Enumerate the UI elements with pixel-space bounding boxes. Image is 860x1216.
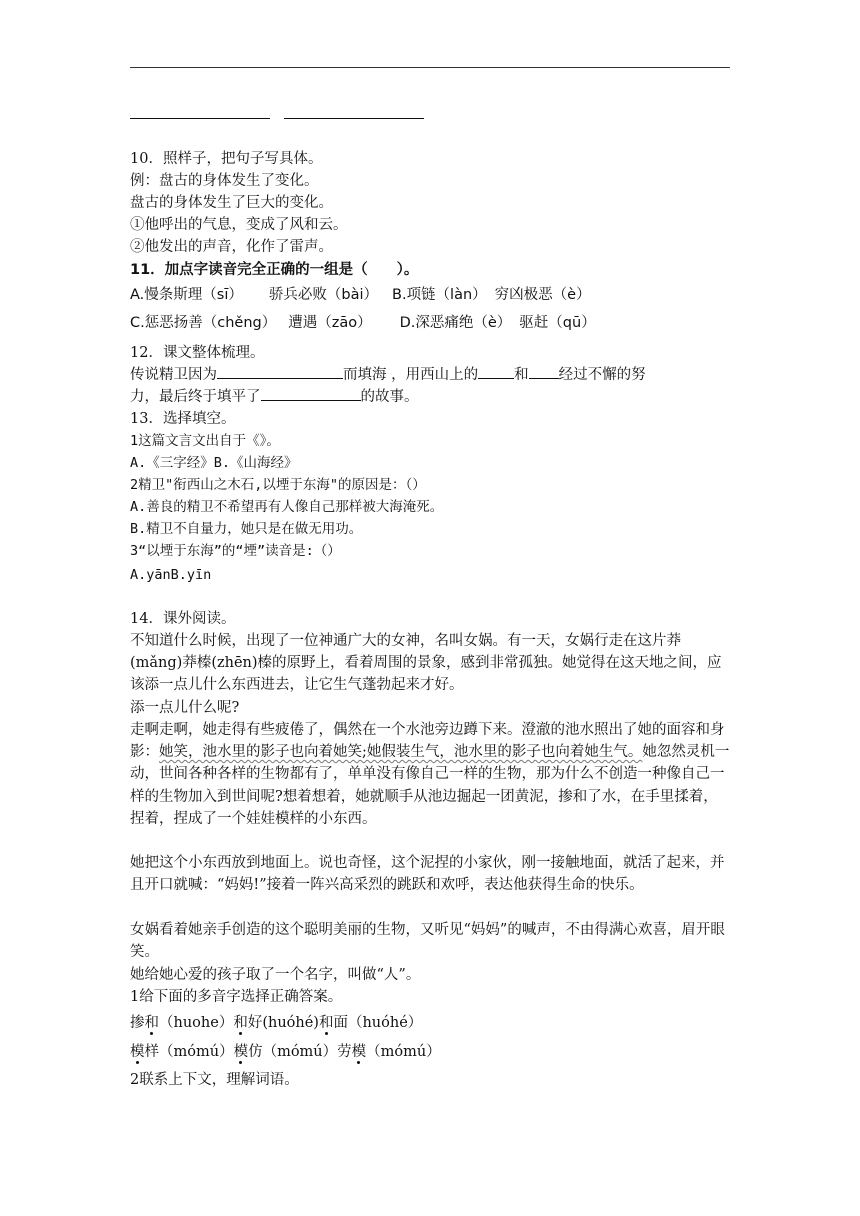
option-c-item-1: 惩恶扬善（chěng） bbox=[144, 315, 277, 331]
option-b-item-2: 穷凶极恶（è） bbox=[494, 287, 591, 303]
q13-sub-1: 1这篇文言文出自于《》。 bbox=[130, 433, 280, 449]
q11-row-cd bbox=[130, 312, 596, 334]
q12-text: 而填海 ，用西山上的 bbox=[343, 367, 479, 383]
option-b-item-1: 项链（làn） bbox=[406, 287, 487, 303]
polyphone-text: 掺 bbox=[130, 1015, 145, 1031]
q14-sub-1: 1给下面的多音字选择正确答案。 bbox=[130, 989, 343, 1005]
q12-text: 的故事。 bbox=[360, 389, 419, 405]
passage-paragraph: 添一点儿什么呢? bbox=[130, 700, 240, 716]
option-a-item-1: 慢条斯理（sī） bbox=[144, 287, 243, 303]
dotted-character: 和 bbox=[144, 1015, 159, 1031]
q10-example: 例：盘古的身体发生了变化。 bbox=[130, 173, 319, 189]
q11-title: 11．加点字读音完全正确的一组是（ ）。 bbox=[130, 262, 419, 278]
polyphone-row-1 bbox=[130, 1012, 422, 1034]
passage-text: 她忽然灵机一动，世间各种各样的生物都有了，单单没有像自己一样的生物，那为什么不创造一种像自己一样的生物加入到世间呢?想着想着，她就顺手从池边掘起一团黄泥，掺和了水，在手里揉着，捏着，捏成了一个娃娃模样的小东西。 bbox=[130, 744, 730, 827]
fill-blank[interactable] bbox=[478, 364, 514, 379]
polyphone-options: 面（huóhé） bbox=[333, 1015, 423, 1031]
answer-blank bbox=[130, 118, 270, 119]
q10-title: 10．照样子，把句子写具体。 bbox=[130, 151, 323, 167]
option-a-item-2: 骄兵必败（bài） bbox=[268, 287, 378, 303]
q12-text: 传说精卫因为 bbox=[130, 367, 217, 383]
q12-line-1 bbox=[130, 364, 646, 386]
q12-text: 力，最后终于填平了 bbox=[130, 389, 261, 405]
wavy-underlined-text: 她笑，池水里的影子也向着她笑;她假装生气，池水里的影子也向着她生气。 bbox=[159, 744, 643, 761]
passage-paragraph: 不知道什么时候，出现了一位神通广大的女神，名叫女娲。有一天，女娲行走在这片莽(mǎng)莽榛(zhēn)榛的原野上，看着周围的景象，感到非常孤独。她觉得在这天地之间，应该添一点儿什么东西进去，让它生气蓬勃起来才好。 bbox=[130, 633, 722, 694]
fill-blank[interactable] bbox=[261, 386, 361, 401]
answer-blank bbox=[284, 118, 424, 119]
option-b-label: B. bbox=[392, 287, 407, 303]
dotted-character: 和 bbox=[318, 1015, 334, 1031]
q13-sub-1-options: A.《三字经》B.《山海经》 bbox=[130, 455, 298, 471]
q10-item-2: ②他发出的声音，化作了雷声。 bbox=[130, 239, 333, 255]
polyphone-options: 样（mómú） bbox=[144, 1044, 234, 1060]
q12-text: 和 bbox=[514, 367, 529, 383]
top-answer-line bbox=[130, 67, 730, 68]
q10-example-answer: 盘古的身体发生了巨大的变化。 bbox=[130, 195, 333, 211]
option-d-item-2: 驱赶（qū） bbox=[519, 315, 596, 331]
option-d-item-1: 深恶痛绝（è） bbox=[415, 315, 512, 331]
q13-title: 13．选择填空。 bbox=[130, 411, 236, 427]
q13-sub-2: 2精卫"衔西山之木石,以堙于东海"的原因是：（） bbox=[130, 477, 426, 493]
q13-sub-2-option-b: B.精卫不自量力，她只是在做无用功。 bbox=[130, 521, 363, 537]
passage-paragraph: 她给她心爱的孩子取了一个名字，叫做“人”。 bbox=[130, 967, 421, 983]
option-c-label: C. bbox=[130, 315, 145, 331]
q13-sub-2-option-a: A.善良的精卫不希望再有人像自己那样被大海淹死。 bbox=[130, 499, 444, 515]
polyphone-text: 劳 bbox=[337, 1044, 352, 1060]
q10-item-1: ①他呼出的气息，变成了风和云。 bbox=[130, 217, 348, 233]
option-c-item-2: 遭遇（zāo） bbox=[288, 315, 372, 331]
q14-sub-2: 2联系上下文，理解词语。 bbox=[130, 1072, 299, 1088]
q14-title: 14．课外阅读。 bbox=[130, 611, 236, 627]
dotted-character: 模 bbox=[130, 1044, 145, 1060]
polyphone-options: 仿（mómú） bbox=[248, 1044, 338, 1060]
q13-sub-3: 3“以堙于东海”的“堙”读音是:（） bbox=[130, 543, 341, 559]
fill-blank[interactable] bbox=[529, 364, 559, 379]
dotted-character: 模 bbox=[233, 1044, 249, 1060]
q11-row-ab bbox=[130, 284, 591, 306]
option-d-label: D. bbox=[399, 315, 416, 331]
polyphone-row-2 bbox=[130, 1041, 441, 1063]
option-a-label: A. bbox=[130, 287, 145, 303]
passage-paragraph bbox=[130, 719, 730, 830]
fill-blank[interactable] bbox=[217, 364, 343, 379]
passage-text: 走啊走啊，她走得有些疲倦了，偶然在一个水池旁边蹲下来。澄澈的池水照出了她的面容和身影： bbox=[130, 722, 725, 761]
polyphone-options: 好(huóhé) bbox=[247, 1015, 319, 1031]
polyphone-options: （huohe） bbox=[159, 1015, 234, 1031]
dotted-character: 模 bbox=[351, 1044, 367, 1060]
answer-blanks bbox=[130, 118, 430, 128]
q12-text: 经过不懈的努 bbox=[558, 367, 646, 383]
dotted-character: 和 bbox=[233, 1015, 248, 1031]
q13-sub-3-options: A.yānB.yīn bbox=[130, 567, 212, 583]
passage-paragraph: 女娲看着她亲手创造的这个聪明美丽的生物，又听见“妈妈”的喊声，不由得满心欢喜，眉开眼笑。 bbox=[130, 922, 725, 961]
q12-title: 12．课文整体梳理。 bbox=[130, 345, 265, 361]
passage-paragraph: 她把这个小东西放到地面上。说也奇怪，这个泥捏的小家伙，刚一接触地面，就活了起来，并且开口就喊：“妈妈!”接着一阵兴高采烈的跳跃和欢呼，表达他获得生命的快乐。 bbox=[130, 855, 725, 894]
q12-line-2 bbox=[130, 386, 419, 408]
polyphone-options: （mómú） bbox=[366, 1044, 441, 1060]
